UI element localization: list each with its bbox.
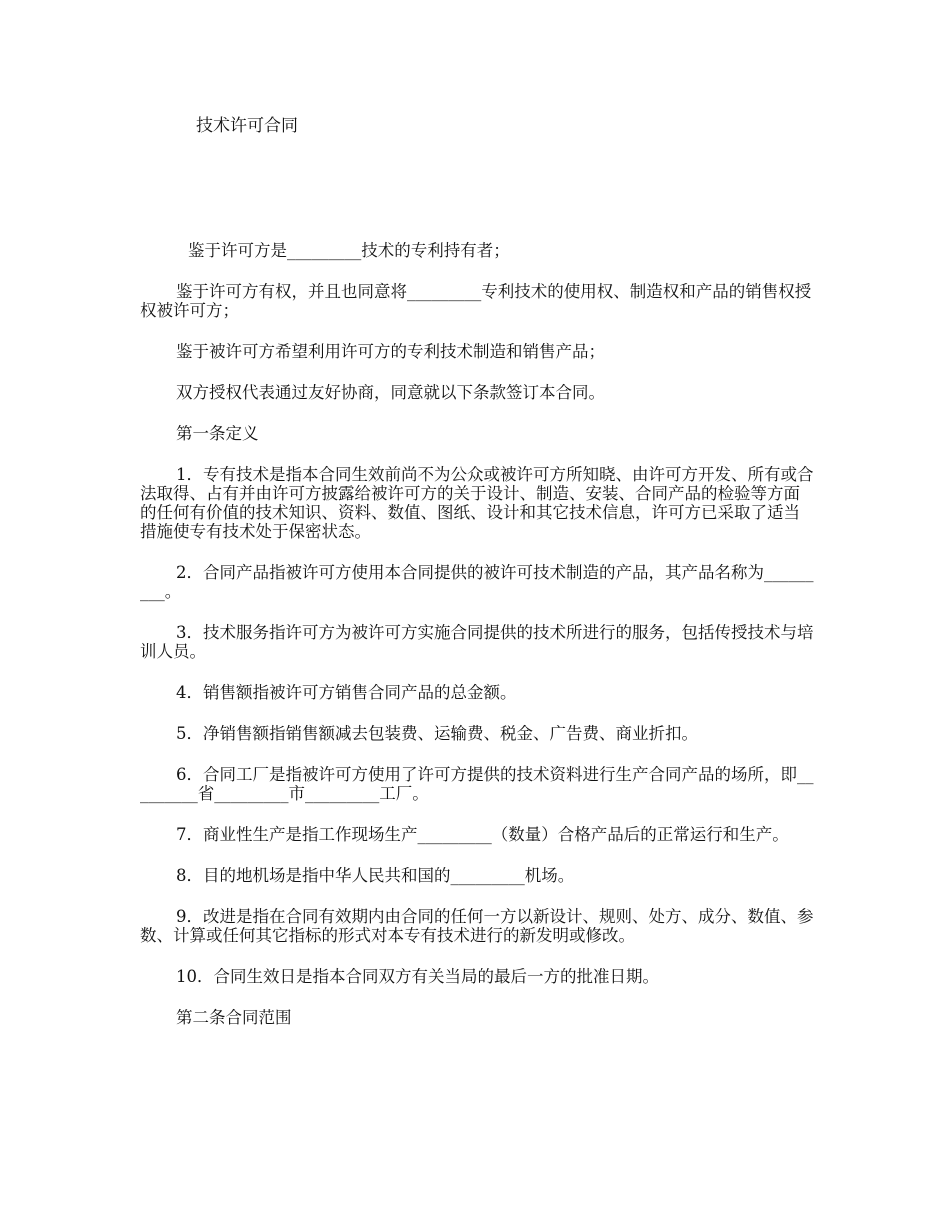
preamble-paragraph-2: 鉴于许可方有权，并且也同意将_________专利技术的使用权、制造权和产品的销售权授权被许可方； [140, 282, 812, 320]
definition-item-1: 1．专有技术是指本合同生效前尚不为公众或被许可方所知晓、由许可方开发、所有或合法取得、占有并由许可方披露给被许可方的关于设计、制造、安装、合同产品的检验等方面的任何有价值的技术知识、资料、数值、图纸、设计和其它技术信息，许可方已采取了适当措施使专有技术处于保密状态。 [140, 465, 814, 541]
definition-item-7: 7．商业性生产是指工作现场生产_________（数量）合格产品后的正常运行和生产。 [176, 825, 789, 844]
article-1-heading: 第一条定义 [176, 424, 259, 443]
preamble-paragraph-1: 鉴于许可方是_________技术的专利持有者； [188, 241, 510, 260]
definition-item-4: 4．销售额指被许可方销售合同产品的总金额。 [176, 683, 517, 702]
definition-item-6: 6．合同工厂是指被许可方使用了许可方提供的技术资料进行生产合同产品的场所，即_________省_________市_________工厂。 [140, 765, 814, 803]
definition-item-3: 3．技术服务指许可方为被许可方实施合同提供的技术所进行的服务，包括传授技术与培训人员。 [140, 623, 814, 661]
definition-item-2: 2．合同产品指被许可方使用本合同提供的被许可技术制造的产品，其产品名称为_________。 [140, 563, 814, 601]
definition-item-9: 9．改进是指在合同有效期内由合同的任何一方以新设计、规则、处方、成分、数值、参数、计算或任何其它指标的形式对本专有技术进行的新发明或修改。 [140, 907, 814, 945]
definition-item-10: 10．合同生效日是指本合同双方有关当局的最后一方的批准日期。 [176, 967, 659, 986]
article-2-heading: 第二条合同范围 [176, 1008, 292, 1027]
preamble-paragraph-4: 双方授权代表通过友好协商，同意就以下条款签订本合同。 [176, 383, 605, 402]
document-title: 技术许可合同 [196, 116, 298, 136]
document-body [140, 241, 815, 1049]
definition-item-8: 8．目的地机场是指中华人民共和国的_________机场。 [176, 866, 575, 885]
definition-item-5: 5．净销售额指销售额减去包装费、运输费、税金、广告费、商业折扣。 [176, 724, 698, 743]
preamble-paragraph-3: 鉴于被许可方希望利用许可方的专利技术制造和销售产品； [176, 342, 605, 361]
